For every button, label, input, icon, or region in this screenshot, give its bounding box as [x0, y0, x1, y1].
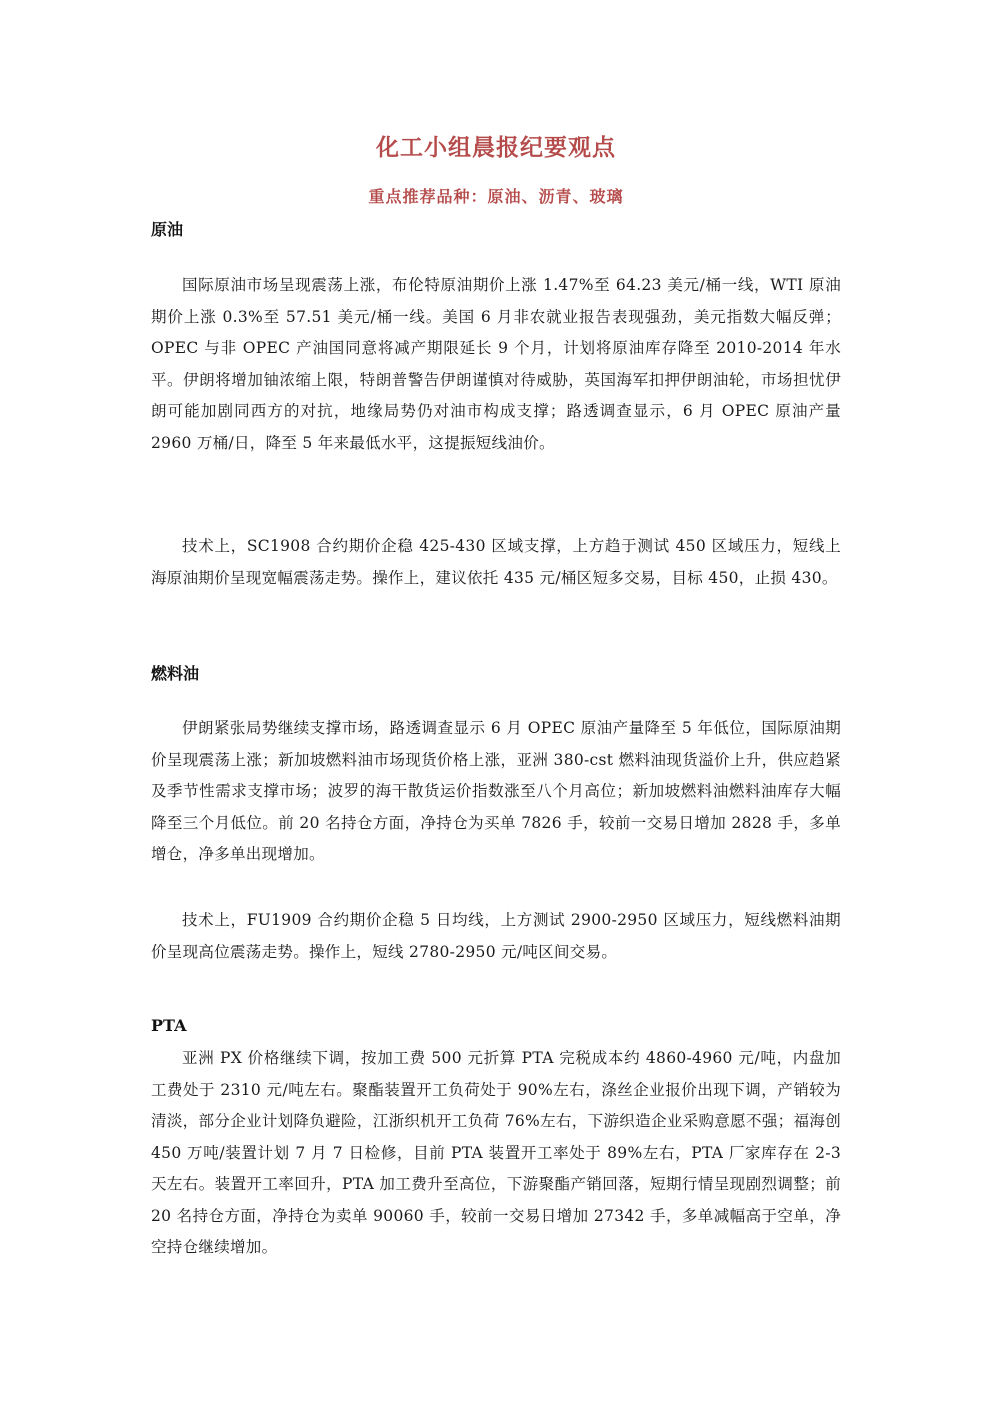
section-heading-pta: PTA: [151, 1016, 187, 1035]
paragraph-crude-oil-technical: 技术上，SC1908 合约期价企稳 425-430 区域支撑，上方趋于测试 450 区域压力，短线上海原油期价呈现宽幅震荡走势。操作上，建议依托 435 元/桶区短多交易，目标 450，止损 430。: [151, 537, 841, 587]
paragraph-fuel-oil-technical: 技术上，FU1909 合约期价企稳 5 日均线，上方测试 2900-2950 区域压力，短线燃料油期价呈现高位震荡走势。操作上，短线 2780-2950 元/吨区间交易。: [151, 911, 841, 961]
document-title: 化工小组晨报纪要观点: [376, 134, 616, 161]
document-subtitle: 重点推荐品种：原油、沥青、玻璃: [368, 187, 624, 206]
paragraph-fuel-oil-fundamentals: 伊朗紧张局势继续支撑市场，路透调查显示 6 月 OPEC 原油产量降至 5 年低位，国际原油期价呈现震荡上涨；新加坡燃料油市场现货价格上涨，亚洲 380-cst 燃料油现货溢价上升，供应趋紧及季节性需求支撑市场；波罗的海干散货运价指数涨至八个月高位；新加坡燃料油燃料油库存大幅降至三个月低位。前 20 名持仓方面，净持仓为买单 7826 手，较前一交易日增加 2828 手，多单增仓，净多单出现增加。: [151, 719, 841, 863]
section-heading-fuel-oil: 燃料油: [151, 664, 200, 683]
paragraph-crude-oil-fundamentals: 国际原油市场呈现震荡上涨，布伦特原油期价上涨 1.47%至 64.23 美元/桶一线，WTI 原油期价上涨 0.3%至 57.51 美元/桶一线。美国 6 月非农就业报告表现强劲，美元指数大幅反弹；OPEC 与非 OPEC 产油国同意将减产期限延长 9 个月，计划将原油库存降至 2010-2014 年水平。伊朗将增加铀浓缩上限，特朗普警告伊朗谨慎对待威胁，英国海军扣押伊朗油轮，市场担忧伊朗可能加剧同西方的对抗，地缘局势仍对油市构成支撑；路透调查显示，6 月 OPEC 原油产量 2960 万桶/日，降至 5 年来最低水平，这提振短线油价。: [151, 276, 841, 452]
section-heading-crude-oil: 原油: [151, 220, 184, 239]
paragraph-pta-fundamentals: 亚洲 PX 价格继续下调，按加工费 500 元折算 PTA 完税成本约 4860-4960 元/吨，内盘加工费处于 2310 元/吨左右。聚酯装置开工负荷处于 90%左右，涤丝企业报价出现下调，产销较为清淡，部分企业计划降负避险，江浙织机开工负荷 76%左右，下游织造企业采购意愿不强；福海创 450 万吨/装置计划 7 月 7 日检修，目前 PTA 装置开工率处于 89%左右，PTA 厂家库存在 2-3 天左右。装置开工率回升，PTA 加工费升至高位，下游聚酯产销回落，短期行情呈现剧烈调整；前 20 名持仓方面，净持仓为卖单 90060 手，较前一交易日增加 27342 手，多单减幅高于空单，净空持仓继续增加。: [151, 1049, 841, 1256]
